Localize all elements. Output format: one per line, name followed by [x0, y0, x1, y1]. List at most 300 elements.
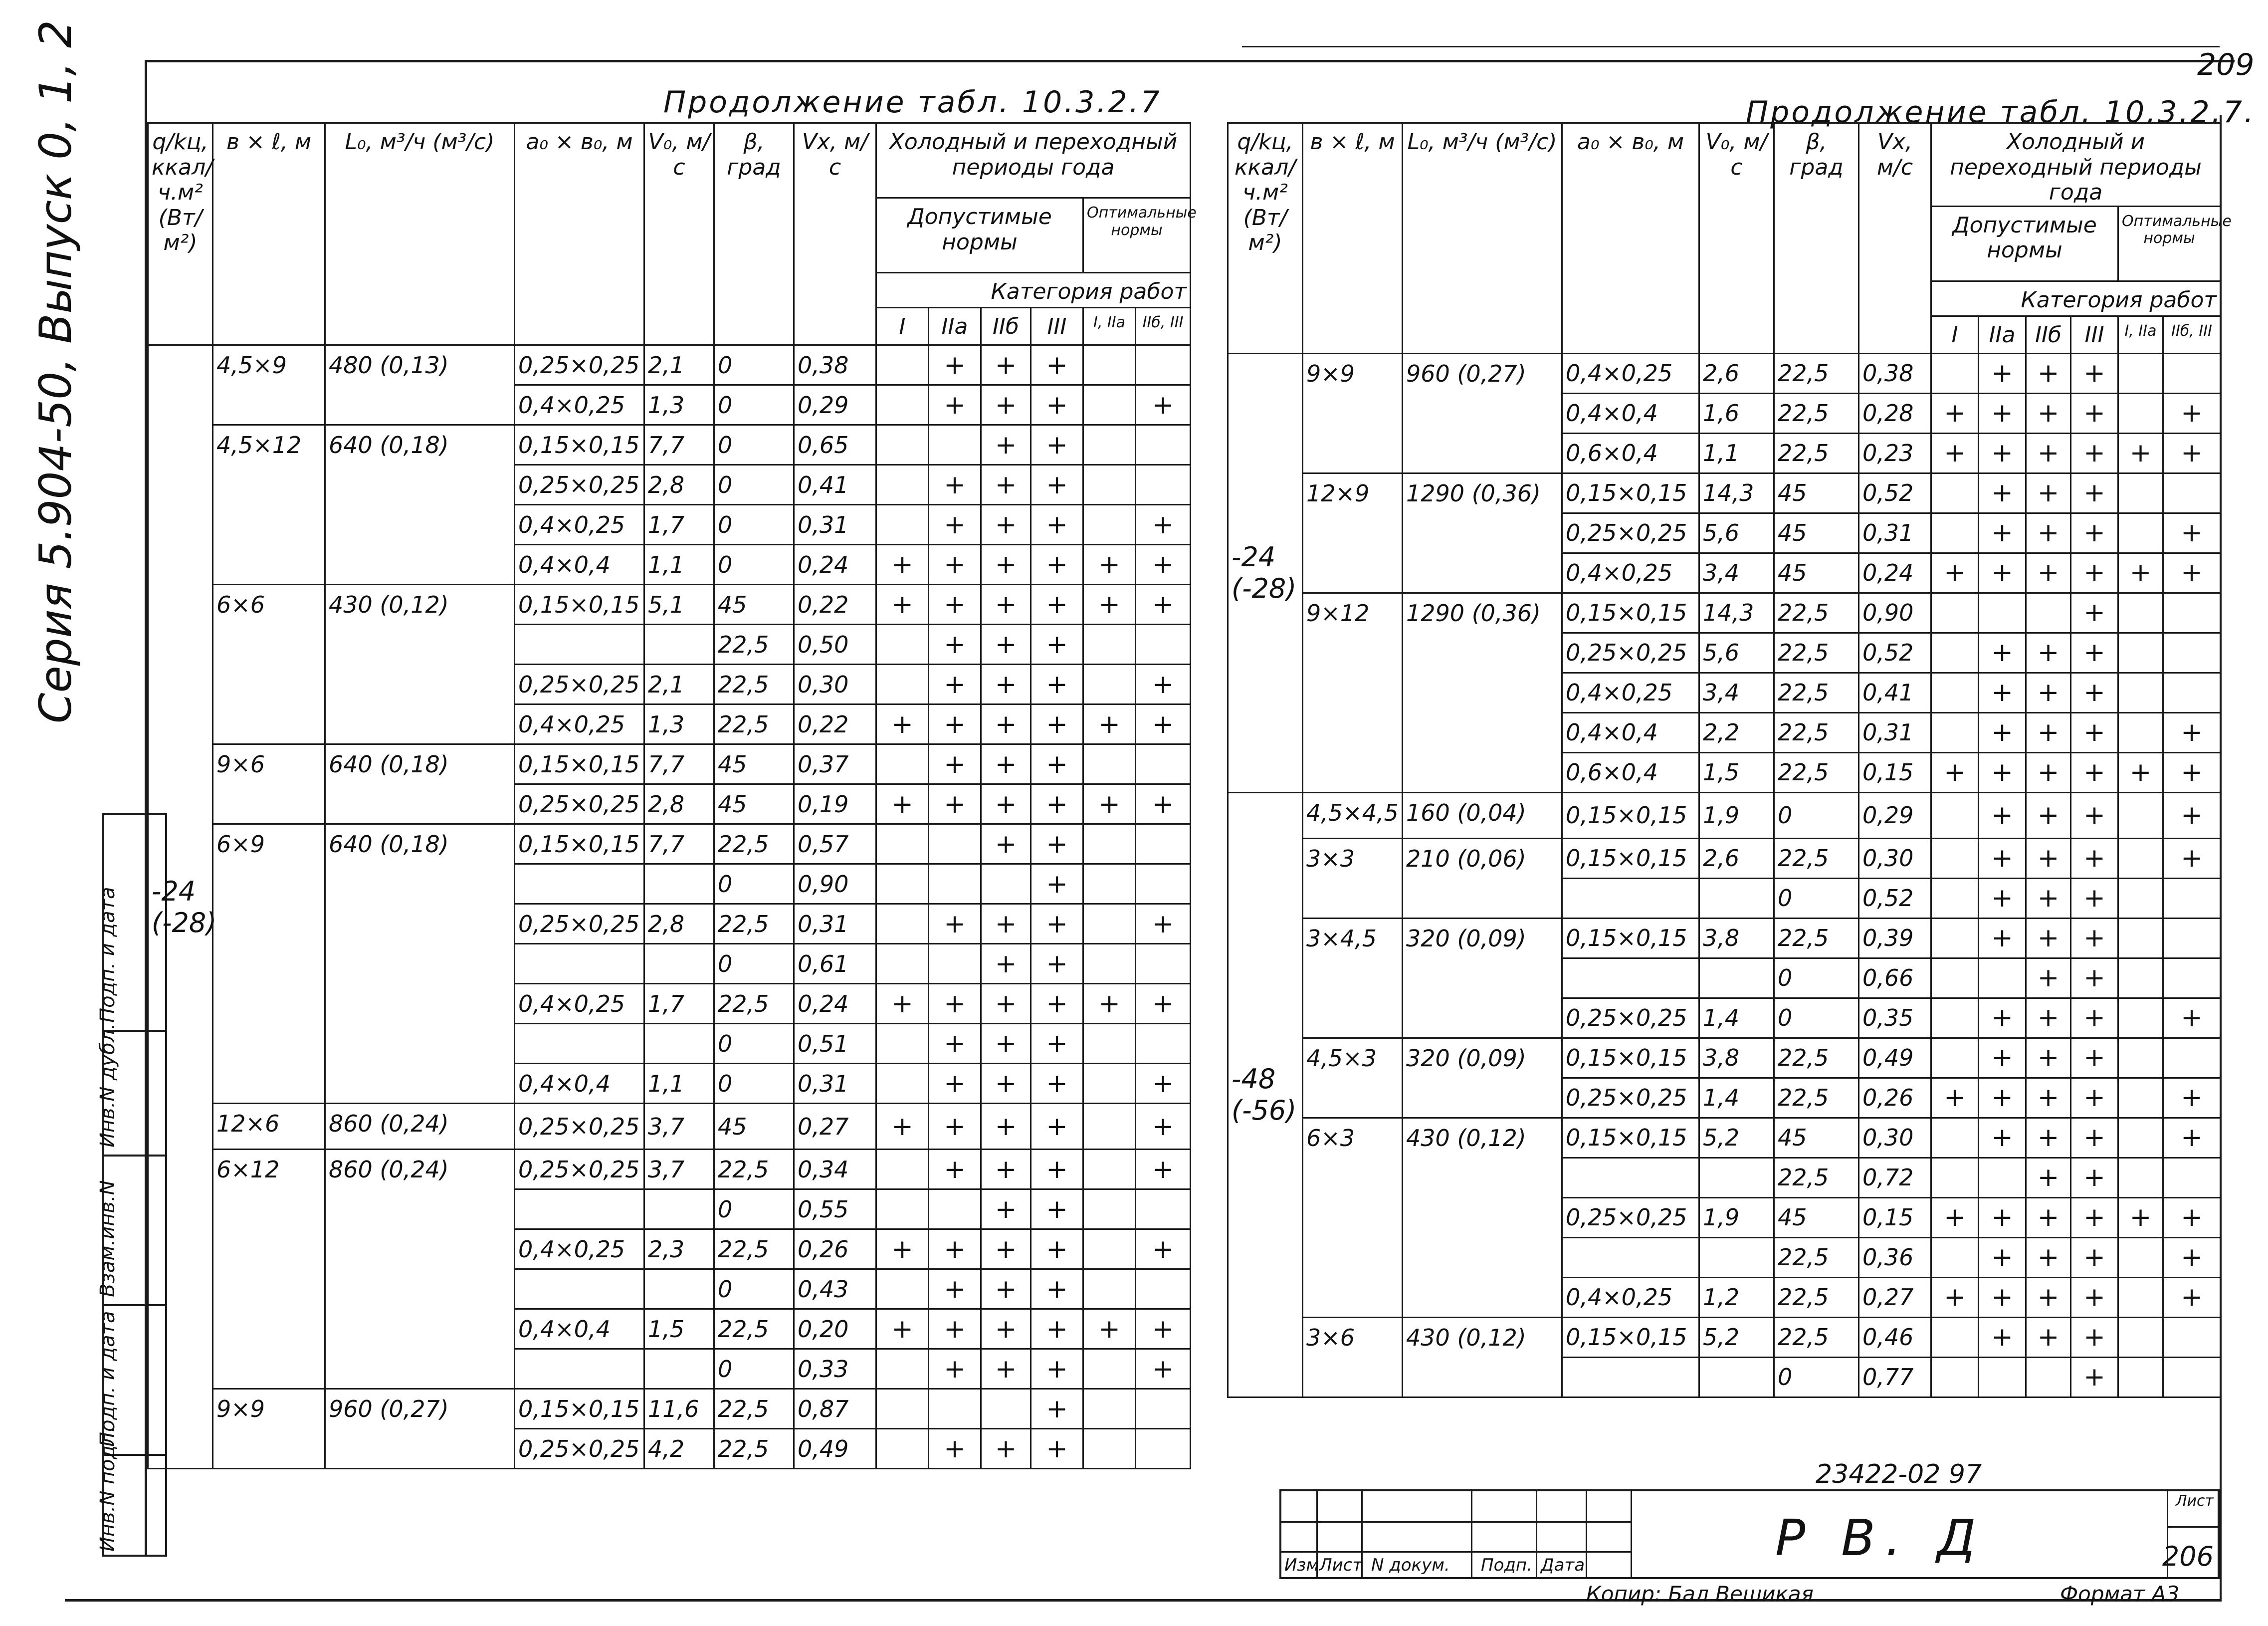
category-mark-cell: +: [929, 1349, 981, 1389]
beta-cell: 0: [714, 1064, 794, 1104]
nozzle-size-cell: 0,15×0,15: [1562, 1118, 1699, 1158]
category-mark-cell: +: [1083, 784, 1136, 824]
beta-cell: 22,5: [714, 1229, 794, 1269]
beta-cell: 0: [714, 1269, 794, 1309]
vx-cell: 0,31: [794, 904, 876, 944]
vx-cell: 0,22: [794, 704, 876, 744]
category-mark-cell: [876, 505, 929, 545]
category-mark-cell: +: [1031, 1349, 1083, 1389]
category-mark-cell: [1136, 345, 1191, 385]
category-mark-cell: +: [2026, 918, 2071, 958]
category-mark-cell: [1931, 792, 1979, 838]
beta-cell: 45: [714, 744, 794, 784]
v0-cell: 3,4: [1699, 673, 1774, 712]
nozzle-size-cell: 0,4×0,25: [1562, 673, 1699, 712]
table-row: [1228, 918, 2221, 958]
category-mark-cell: [876, 465, 929, 505]
table-row: [1228, 1038, 2221, 1078]
category-mark-cell: +: [2163, 1277, 2221, 1317]
vx-cell: 0,30: [1859, 838, 1931, 878]
room-size-cell: 3×4,5: [1303, 918, 1403, 1038]
v0-cell: 3,7: [644, 1150, 714, 1189]
airflow-cell: 1290 (0,36): [1403, 593, 1562, 792]
category-mark-cell: [876, 1024, 929, 1064]
nozzle-size-cell: 0,6×0,4: [1562, 433, 1699, 473]
category-mark-cell: [1083, 625, 1136, 665]
col-beta-header: β, град: [714, 123, 794, 345]
nozzle-size-cell: 0,25×0,25: [515, 465, 644, 505]
category-mark-cell: +: [2071, 998, 2118, 1038]
category-mark-cell: [1931, 1317, 1979, 1357]
category-mark-cell: [1136, 1429, 1191, 1469]
vx-cell: 0,28: [1859, 393, 1931, 433]
category-mark-cell: [1931, 1237, 1979, 1277]
v0-cell: 2,8: [644, 465, 714, 505]
table-row: [1228, 838, 2221, 878]
col-L-header: L₀, м³/ч (м³/с): [325, 123, 515, 345]
category-mark-cell: [1931, 998, 1979, 1038]
tb-label: Дата: [1541, 1555, 1585, 1575]
category-mark-cell: +: [1031, 1429, 1083, 1469]
nozzle-size-cell: 0,4×0,25: [515, 704, 644, 744]
stamp-label: Инв.N дубл.: [96, 1023, 119, 1148]
table-row: [148, 744, 1191, 784]
category-mark-cell: [1083, 824, 1136, 864]
beta-cell: 22,5: [714, 704, 794, 744]
category-mark-cell: [876, 1064, 929, 1104]
category-mark-cell: +: [981, 984, 1031, 1024]
q-value: -24: [1232, 541, 1276, 573]
q-value-watts: (-56): [1232, 1095, 1297, 1127]
table-row: [1228, 1118, 2221, 1158]
tb-label: Подп.: [1481, 1555, 1532, 1575]
category-mark-cell: +: [2026, 1118, 2071, 1158]
category-mark-cell: +: [1031, 505, 1083, 545]
beta-cell: 22,5: [1774, 633, 1859, 673]
col-beta-header: β, град: [1774, 123, 1859, 354]
beta-cell: 45: [1774, 513, 1859, 553]
category-mark-cell: [876, 625, 929, 665]
airflow-cell: 640 (0,18): [325, 824, 515, 1104]
beta-cell: 22,5: [1774, 433, 1859, 473]
beta-cell: 22,5: [1774, 752, 1859, 792]
stamp-cell: [96, 1426, 165, 1559]
stamp-label: Подп. и дата: [96, 887, 119, 1023]
table-row: [1228, 1317, 2221, 1357]
category-mark-cell: [1136, 625, 1191, 665]
frame-top-line: [145, 60, 2235, 62]
category-mark-cell: +: [876, 1104, 929, 1150]
category-mark-cell: +: [929, 1429, 981, 1469]
category-mark-cell: +: [1979, 752, 2026, 792]
v0-cell: 2,2: [1699, 712, 1774, 752]
tb-row-line: [1281, 1521, 1631, 1523]
beta-cell: 22,5: [1774, 1078, 1859, 1118]
beta-cell: 0: [1774, 958, 1859, 998]
category-mark-cell: +: [1979, 1038, 2026, 1078]
v0-cell: 2,6: [1699, 838, 1774, 878]
category-mark-cell: [2118, 473, 2163, 513]
beta-cell: 0: [714, 385, 794, 425]
vx-cell: 0,46: [1859, 1317, 1931, 1357]
category-mark-cell: +: [1136, 704, 1191, 744]
beta-cell: 22,5: [1774, 353, 1859, 393]
category-mark-cell: +: [1136, 784, 1191, 824]
vx-cell: 0,36: [1859, 1237, 1931, 1277]
v0-cell: 7,7: [644, 744, 714, 784]
category-mark-cell: [1083, 1389, 1136, 1429]
category-mark-cell: +: [2163, 1197, 2221, 1237]
beta-cell: 45: [1774, 1118, 1859, 1158]
category-header: Категория работ: [1931, 281, 2221, 316]
v0-cell: 14,3: [1699, 473, 1774, 513]
beta-cell: 22,5: [714, 1150, 794, 1189]
category-mark-cell: [1083, 1269, 1136, 1309]
category-mark-cell: [929, 425, 981, 465]
beta-cell: 0: [714, 425, 794, 465]
category-mark-cell: +: [1031, 345, 1083, 385]
category-mark-cell: [2163, 593, 2221, 633]
category-mark-cell: [1931, 918, 1979, 958]
v0-cell: 5,2: [1699, 1118, 1774, 1158]
tb-row-line: [2167, 1526, 2222, 1528]
v0-cell: 1,9: [1699, 792, 1774, 838]
category-mark-cell: [1083, 1150, 1136, 1189]
category-mark-cell: +: [929, 465, 981, 505]
v0-cell: 1,3: [644, 704, 714, 744]
category-mark-cell: [929, 1389, 981, 1429]
category-mark-cell: +: [1031, 1269, 1083, 1309]
tb-col-line: [1536, 1491, 1537, 1577]
category-mark-cell: +: [2163, 1237, 2221, 1277]
v0-cell: [644, 1349, 714, 1389]
nozzle-size-cell: 0,25×0,25: [1562, 1197, 1699, 1237]
category-mark-cell: +: [1031, 1229, 1083, 1269]
nozzle-size-cell: 0,15×0,15: [1562, 473, 1699, 513]
room-size-cell: 12×9: [1303, 473, 1403, 593]
category-mark-cell: +: [981, 824, 1031, 864]
category-mark-cell: +: [2071, 1357, 2118, 1397]
category-mark-cell: [1931, 838, 1979, 878]
category-mark-cell: +: [1083, 545, 1136, 585]
category-mark-cell: +: [981, 665, 1031, 704]
room-size-cell: 9×12: [1303, 593, 1403, 792]
v0-cell: 1,2: [1699, 1277, 1774, 1317]
beta-cell: 0: [714, 545, 794, 585]
category-mark-cell: +: [1979, 473, 2026, 513]
nozzle-size-cell: [515, 944, 644, 984]
category-mark-cell: [2163, 673, 2221, 712]
v0-cell: [1699, 958, 1774, 998]
category-mark-cell: +: [2071, 1078, 2118, 1118]
airflow-cell: 860 (0,24): [325, 1104, 515, 1150]
room-size-cell: 6×12: [213, 1150, 325, 1389]
category-mark-cell: +: [2026, 958, 2071, 998]
vx-cell: 0,57: [794, 824, 876, 864]
category-mark-cell: [2163, 918, 2221, 958]
category-mark-cell: [1931, 1038, 1979, 1078]
v0-cell: 2,8: [644, 904, 714, 944]
nozzle-size-cell: 0,15×0,15: [1562, 792, 1699, 838]
airflow-cell: 320 (0,09): [1403, 918, 1562, 1038]
category-mark-cell: +: [2026, 838, 2071, 878]
category-mark-cell: +: [2071, 473, 2118, 513]
airflow-cell: 1290 (0,36): [1403, 473, 1562, 593]
category-mark-cell: +: [981, 944, 1031, 984]
category-mark-cell: +: [981, 625, 1031, 665]
category-mark-cell: +: [2118, 752, 2163, 792]
category-mark-cell: [1083, 944, 1136, 984]
v0-cell: 5,2: [1699, 1317, 1774, 1357]
category-mark-cell: +: [1031, 784, 1083, 824]
category-mark-cell: +: [1931, 433, 1979, 473]
category-mark-cell: +: [1031, 465, 1083, 505]
category-mark-cell: +: [929, 585, 981, 625]
vx-cell: 0,24: [794, 545, 876, 585]
category-mark-cell: [2163, 1357, 2221, 1397]
vx-cell: 0,39: [1859, 918, 1931, 958]
room-size-cell: 4,5×9: [213, 345, 325, 425]
category-mark-cell: +: [981, 1229, 1031, 1269]
category-mark-cell: +: [1979, 433, 2026, 473]
category-mark-cell: +: [2071, 1038, 2118, 1078]
category-mark-cell: +: [2071, 712, 2118, 752]
category-mark-cell: +: [1979, 353, 2026, 393]
category-mark-cell: +: [2163, 1118, 2221, 1158]
category-mark-cell: [2163, 633, 2221, 673]
category-mark-cell: +: [1031, 984, 1083, 1024]
category-mark-cell: +: [876, 1229, 929, 1269]
category-mark-cell: +: [1979, 792, 2026, 838]
category-mark-cell: [1136, 425, 1191, 465]
category-mark-cell: [929, 864, 981, 904]
category-mark-cell: [2118, 1237, 2163, 1277]
vx-cell: 0,15: [1859, 1197, 1931, 1237]
category-mark-cell: +: [981, 1104, 1031, 1150]
category-mark-cell: +: [2163, 792, 2221, 838]
category-mark-cell: +: [1979, 1317, 2026, 1357]
v0-cell: 1,3: [644, 385, 714, 425]
category-mark-cell: +: [1031, 425, 1083, 465]
v0-cell: 2,1: [644, 345, 714, 385]
nozzle-size-cell: 0,25×0,25: [515, 1429, 644, 1469]
page-top-line: [1242, 46, 2220, 47]
vx-cell: 0,66: [1859, 958, 1931, 998]
q-group-cell: [148, 345, 217, 1469]
category-mark-cell: [929, 944, 981, 984]
category-mark-cell: +: [2026, 1317, 2071, 1357]
category-mark-cell: [2163, 958, 2221, 998]
category-mark-cell: +: [2118, 1197, 2163, 1237]
v0-cell: [1699, 1237, 1774, 1277]
category-mark-cell: +: [1931, 1197, 1979, 1237]
category-mark-cell: +: [1979, 393, 2026, 433]
beta-cell: 22,5: [714, 665, 794, 704]
airflow-cell: 960 (0,27): [325, 1389, 515, 1469]
v0-cell: 1,7: [644, 984, 714, 1024]
vx-cell: 0,26: [794, 1229, 876, 1269]
v0-cell: 2,6: [1699, 353, 1774, 393]
v0-cell: 1,1: [644, 1064, 714, 1104]
beta-cell: 0: [714, 1024, 794, 1064]
v0-cell: [644, 1024, 714, 1064]
nozzle-size-cell: [515, 1024, 644, 1064]
nozzle-size-cell: [515, 1189, 644, 1229]
category-mark-cell: [2163, 1158, 2221, 1197]
category-mark-cell: +: [929, 704, 981, 744]
nozzle-size-cell: 0,4×0,25: [515, 984, 644, 1024]
vx-cell: 0,90: [794, 864, 876, 904]
category-mark-cell: +: [1136, 904, 1191, 944]
category-mark-cell: +: [2071, 1237, 2118, 1277]
category-mark-cell: +: [1031, 1104, 1083, 1150]
title-code: Р В. Д: [1775, 1509, 1986, 1567]
category-mark-cell: +: [929, 505, 981, 545]
beta-cell: 22,5: [1774, 593, 1859, 633]
tb-col-line: [1631, 1491, 1632, 1577]
v0-cell: 1,6: [1699, 393, 1774, 433]
beta-cell: 22,5: [714, 824, 794, 864]
category-mark-cell: [876, 385, 929, 425]
beta-cell: 0: [714, 864, 794, 904]
airflow-cell: 210 (0,06): [1403, 838, 1562, 918]
room-size-cell: 9×6: [213, 744, 325, 824]
category-mark-cell: [876, 665, 929, 704]
vx-cell: 0,35: [1859, 998, 1931, 1038]
nozzle-size-cell: 0,15×0,15: [515, 425, 644, 465]
vx-cell: 0,50: [794, 625, 876, 665]
cat-col-4: III: [2071, 316, 2118, 353]
category-mark-cell: [1931, 1158, 1979, 1197]
vx-cell: 0,31: [1859, 513, 1931, 553]
beta-cell: 0: [1774, 878, 1859, 918]
category-mark-cell: +: [2071, 433, 2118, 473]
v0-cell: 2,1: [644, 665, 714, 704]
category-mark-cell: +: [2118, 433, 2163, 473]
category-mark-cell: +: [876, 704, 929, 744]
stamp-label: Подп. и дата: [96, 1311, 119, 1447]
beta-cell: 0: [1774, 998, 1859, 1038]
nozzle-size-cell: [515, 864, 644, 904]
category-mark-cell: [1931, 633, 1979, 673]
v0-cell: 7,7: [644, 824, 714, 864]
beta-cell: 22,5: [1774, 1277, 1859, 1317]
room-size-cell: 6×3: [1303, 1118, 1403, 1317]
category-mark-cell: +: [2118, 553, 2163, 593]
nozzle-size-cell: 0,4×0,25: [515, 505, 644, 545]
category-mark-cell: +: [2026, 712, 2071, 752]
category-mark-cell: +: [929, 1024, 981, 1064]
category-mark-cell: +: [981, 545, 1031, 585]
category-mark-cell: [1136, 465, 1191, 505]
category-mark-cell: +: [2026, 433, 2071, 473]
category-mark-cell: [876, 345, 929, 385]
category-mark-cell: +: [929, 904, 981, 944]
nozzle-size-cell: 0,25×0,25: [1562, 633, 1699, 673]
category-mark-cell: +: [1136, 1349, 1191, 1389]
v0-cell: [1699, 1158, 1774, 1197]
category-mark-cell: [1083, 1064, 1136, 1104]
v0-cell: 5,6: [1699, 633, 1774, 673]
category-mark-cell: [2118, 1038, 2163, 1078]
v0-cell: 1,5: [644, 1309, 714, 1349]
category-mark-cell: +: [2026, 1078, 2071, 1118]
vx-cell: 0,33: [794, 1349, 876, 1389]
category-mark-cell: [2118, 712, 2163, 752]
title-block-grid: [1281, 1491, 1631, 1577]
period-header: Холодный и переходный периоды года: [1931, 123, 2221, 207]
room-size-cell: 6×6: [213, 585, 325, 744]
table-row: [148, 585, 1191, 625]
stamp-label: Взам.инв.N: [96, 1180, 119, 1297]
category-mark-cell: +: [2026, 878, 2071, 918]
col-a-header: a₀ × в₀, м: [1562, 123, 1699, 354]
category-mark-cell: [1931, 473, 1979, 513]
vx-cell: 0,38: [1859, 353, 1931, 393]
cat-col-4: III: [1031, 308, 1083, 345]
category-mark-cell: [1979, 1158, 2026, 1197]
category-mark-cell: [1083, 904, 1136, 944]
vx-cell: 0,37: [794, 744, 876, 784]
category-mark-cell: +: [2071, 838, 2118, 878]
category-mark-cell: +: [2163, 553, 2221, 593]
category-mark-cell: +: [929, 1269, 981, 1309]
nozzle-size-cell: 0,25×0,25: [515, 904, 644, 944]
category-mark-cell: [1083, 744, 1136, 784]
drawing-number: 23422-02 97: [1816, 1459, 1982, 1489]
category-mark-cell: +: [1979, 998, 2026, 1038]
vx-cell: 0,31: [794, 1064, 876, 1104]
category-mark-cell: +: [2026, 473, 2071, 513]
v0-cell: 4,2: [644, 1429, 714, 1469]
category-mark-cell: [2118, 878, 2163, 918]
category-mark-cell: +: [2026, 673, 2071, 712]
category-mark-cell: +: [929, 1064, 981, 1104]
category-mark-cell: [981, 1389, 1031, 1429]
category-mark-cell: [1136, 1269, 1191, 1309]
category-mark-cell: [2118, 918, 2163, 958]
q-value: -24: [152, 875, 196, 907]
category-mark-cell: [1931, 878, 1979, 918]
col-q-header: q/kц, ккал/ч.м² (Вт/м²): [148, 123, 213, 345]
beta-cell: 22,5: [714, 1389, 794, 1429]
category-mark-cell: +: [1979, 1277, 2026, 1317]
category-mark-cell: [2118, 353, 2163, 393]
cat-col-2: IIa: [1979, 316, 2026, 353]
category-mark-cell: +: [2071, 513, 2118, 553]
category-mark-cell: [1083, 345, 1136, 385]
v0-cell: 3,7: [644, 1104, 714, 1150]
vx-cell: 0,31: [794, 505, 876, 545]
v0-cell: [1699, 1357, 1774, 1397]
v0-cell: 1,1: [644, 545, 714, 585]
vx-cell: 0,24: [794, 984, 876, 1024]
category-mark-cell: +: [2071, 878, 2118, 918]
vx-cell: 0,27: [794, 1104, 876, 1150]
category-mark-cell: +: [2163, 433, 2221, 473]
category-mark-cell: [2026, 1357, 2071, 1397]
category-mark-cell: +: [1031, 824, 1083, 864]
category-mark-cell: [2118, 593, 2163, 633]
category-mark-cell: +: [929, 385, 981, 425]
category-mark-cell: [1083, 1104, 1136, 1150]
category-mark-cell: +: [1136, 1064, 1191, 1104]
category-mark-cell: +: [1979, 878, 2026, 918]
category-mark-cell: [876, 1150, 929, 1189]
nozzle-size-cell: 0,4×0,4: [1562, 393, 1699, 433]
nozzle-size-cell: 0,4×0,25: [515, 385, 644, 425]
vx-cell: 0,52: [1859, 633, 1931, 673]
